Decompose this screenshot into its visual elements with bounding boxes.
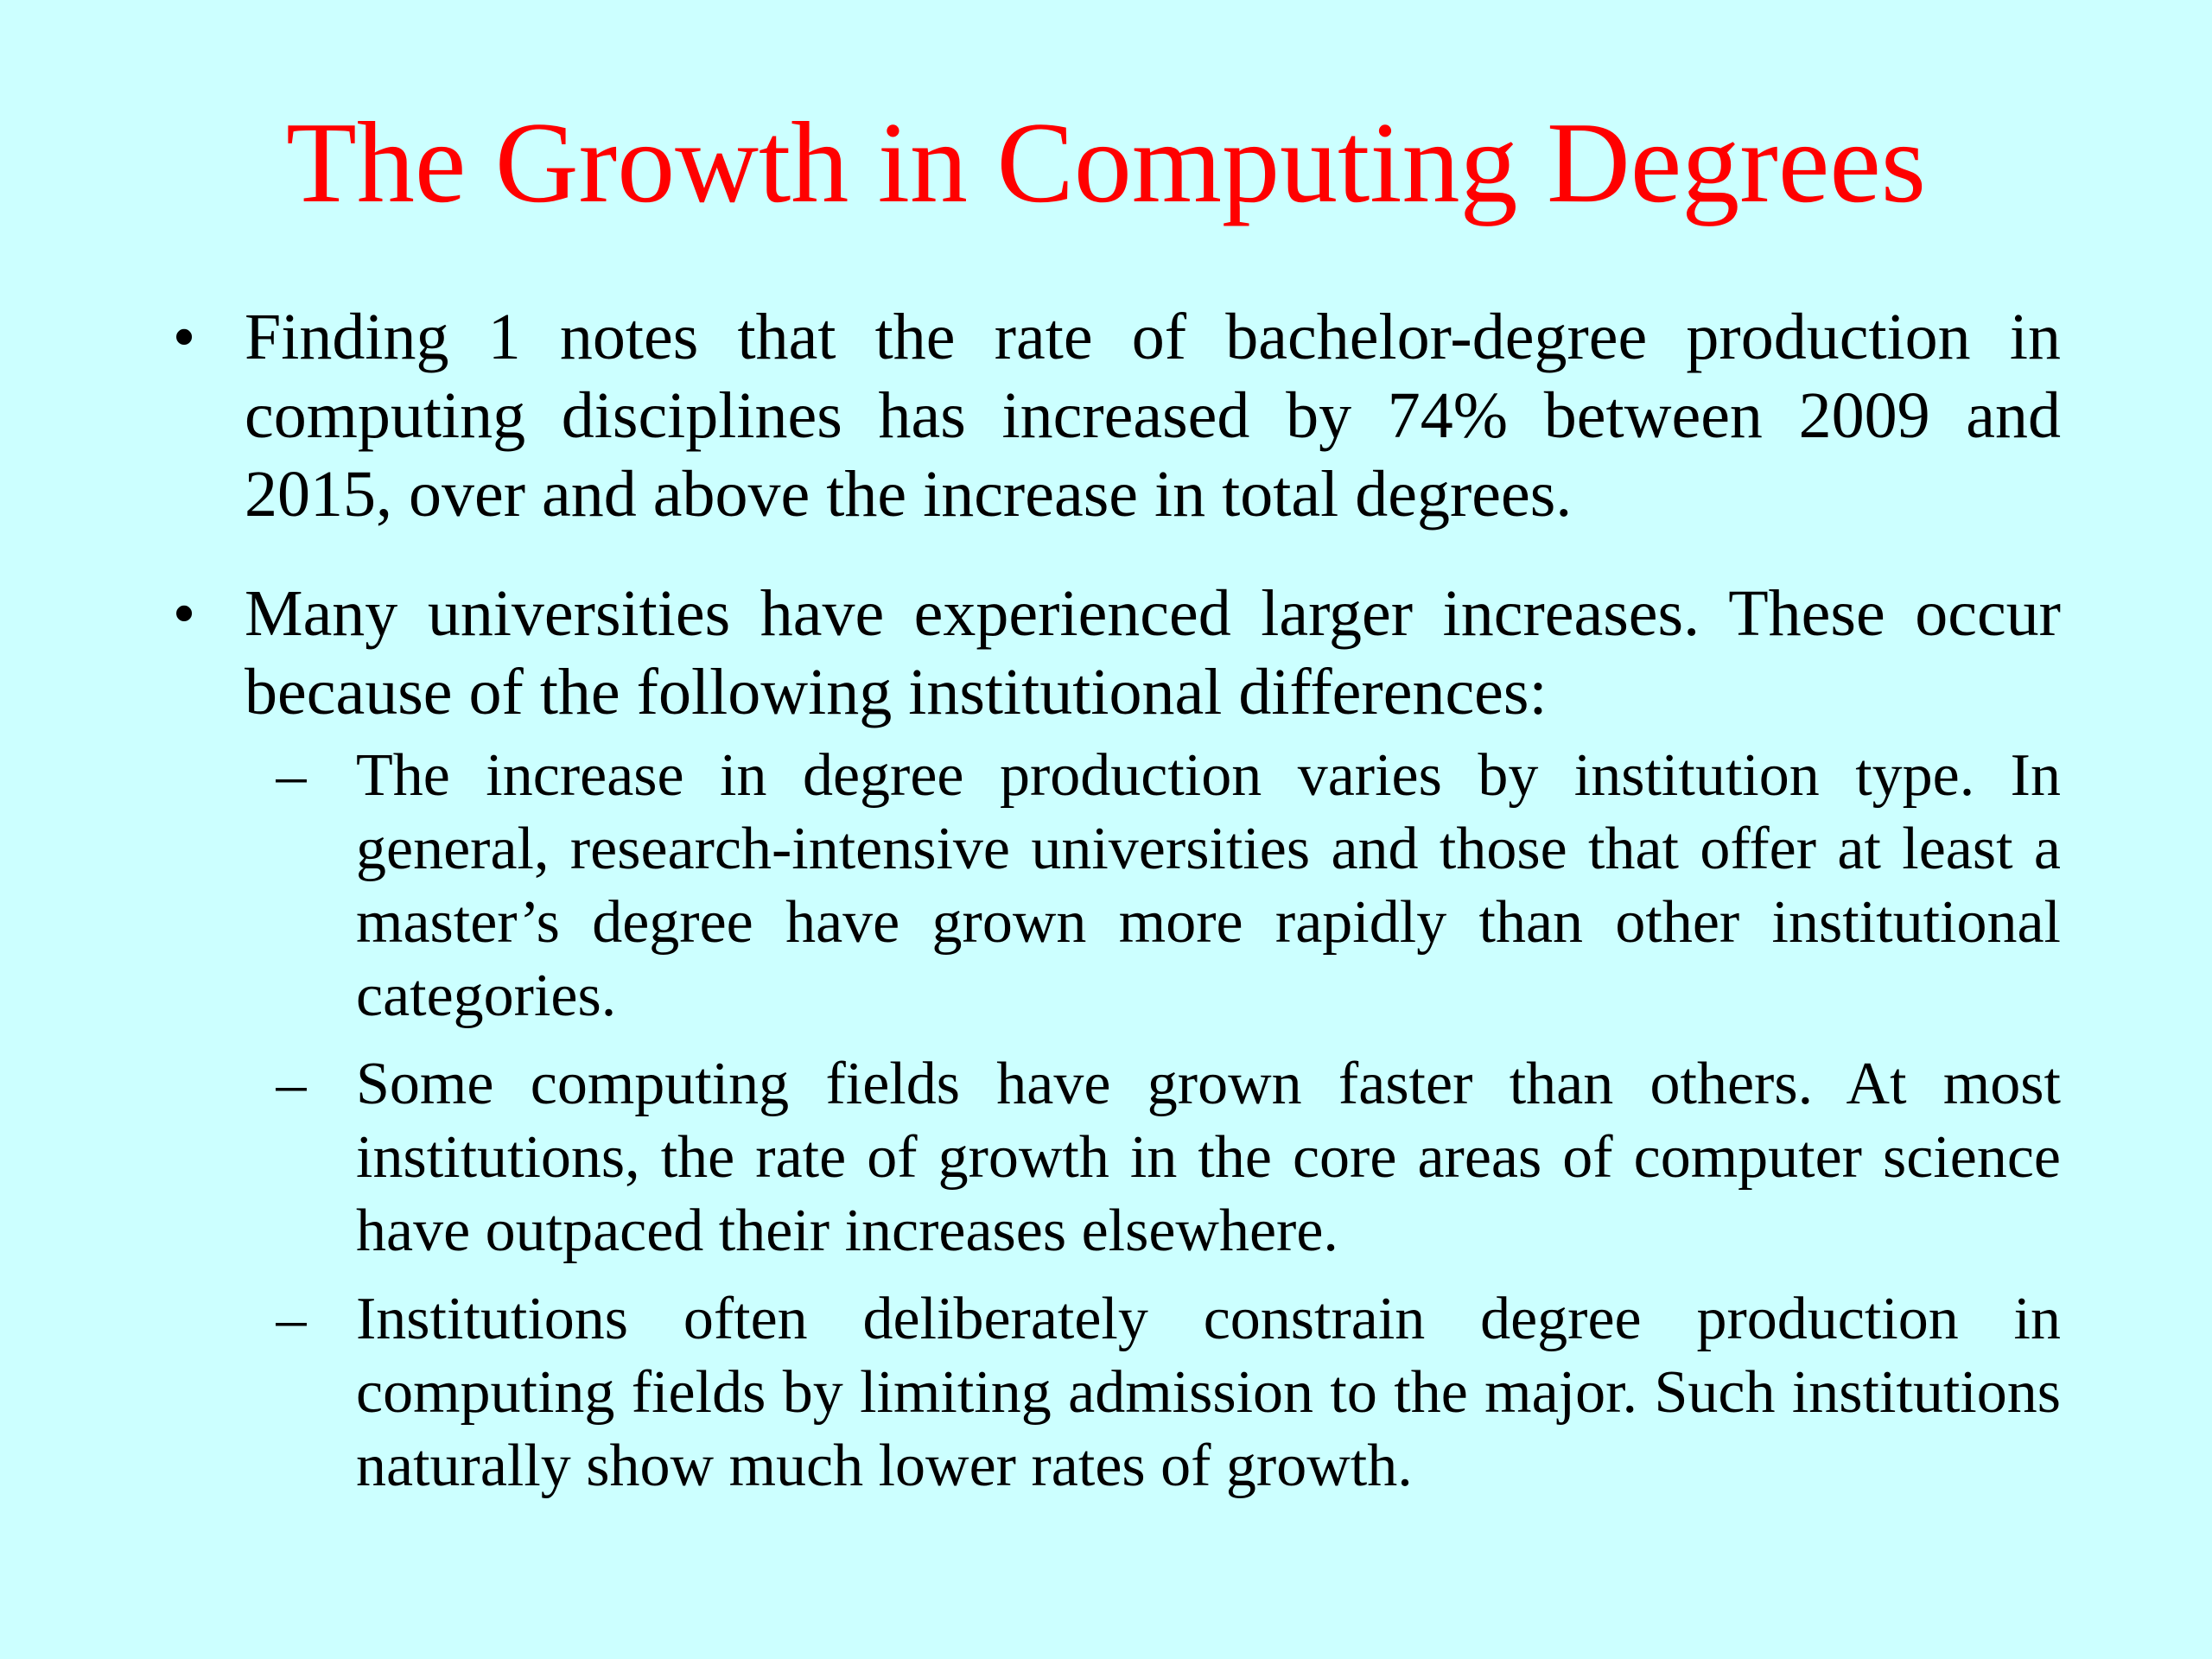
sub-bullet-marker: – [276, 1051, 307, 1117]
bullet-item [172, 298, 2061, 534]
sub-bullet-item [276, 1047, 2061, 1268]
sub-bullet-marker: – [276, 742, 307, 809]
bullet-text: Finding 1 notes that the rate of bachelor-degree production in computing disciplines has increased by 74% between 2009 and 2015, over and above the increase in total degrees. [245, 301, 2061, 531]
bullet-marker: • [172, 301, 196, 373]
slide-title: The Growth in Computing Degrees [286, 99, 1926, 226]
sub-bullet-list [0, 739, 2212, 1503]
bullet-list [0, 298, 2212, 1503]
bullet-text: Many universities have experienced larger increases. These occur because of the following institutional differences: [245, 577, 2061, 728]
sub-bullet-text: The increase in degree production varies by institution type. In general, research-intensive universities and those that offer at least a master’s degree have grown more rapidly than other institutional categories. [356, 742, 2061, 1029]
sub-bullet-item [276, 739, 2061, 1033]
bullet-item [172, 575, 2061, 732]
sub-bullet-marker: – [276, 1286, 307, 1352]
bullet-marker: • [172, 577, 196, 650]
sub-bullet-text: Some computing fields have grown faster than others. At most institutions, the rate of growth in the core areas of computer science have outpaced their increases elsewhere. [356, 1051, 2061, 1264]
sub-bullet-item [276, 1282, 2061, 1503]
sub-bullet-text: Institutions often deliberately constrain degree production in computing fields by limiting admission to the major. Such institutions naturally show much lower rates of growth. [356, 1286, 2061, 1499]
